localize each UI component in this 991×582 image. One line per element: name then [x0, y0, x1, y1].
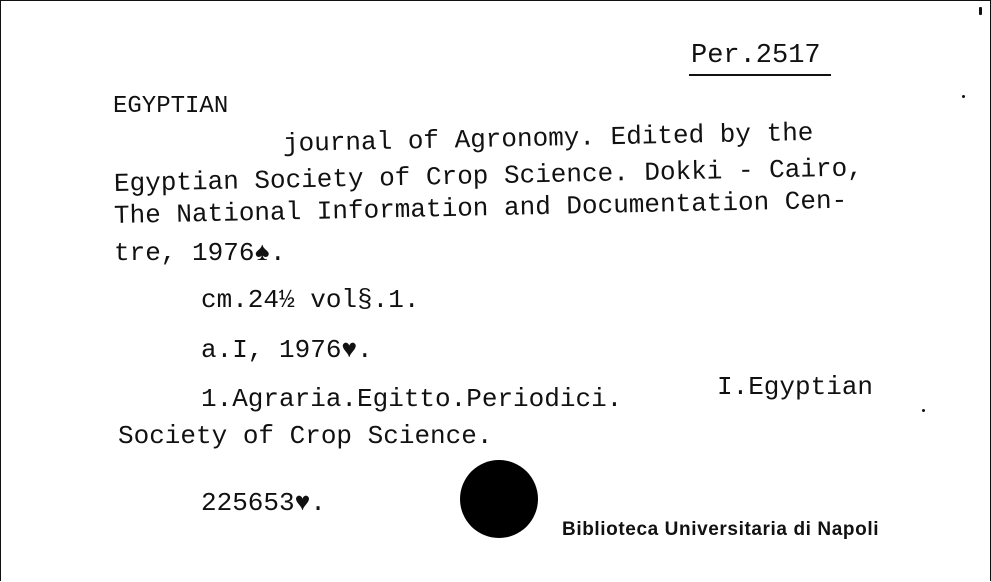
- speck-mark: [922, 409, 925, 412]
- subjects-line-1: 1.Agraria.Egitto.Periodici.: [201, 384, 623, 414]
- description-line-2: Egyptian Society of Crop Science. Dokki - Cairo,: [113, 153, 864, 199]
- speck-mark: [962, 95, 965, 98]
- accession-number: 225653♥.: [201, 488, 326, 518]
- holdings-line: a.I, 1976♥.: [201, 335, 373, 365]
- punch-hole: [460, 460, 538, 538]
- speck-mark: [979, 7, 982, 15]
- call-number: Per.2517: [691, 41, 821, 71]
- format-line: cm.24½ vol§.1.: [201, 285, 420, 315]
- description-line-1: journal of Agronomy. Edited by the: [282, 117, 814, 159]
- library-stamp: Biblioteca Universitaria di Napoli: [562, 519, 880, 540]
- card-heading: EGYPTIAN: [113, 93, 229, 120]
- call-number-underline: [689, 74, 831, 76]
- subjects-line-2: Society of Crop Science.: [118, 421, 493, 451]
- subjects-entry: I.Egyptian: [717, 372, 874, 402]
- description-line-4: tre, 1976♠.: [114, 238, 286, 268]
- description-line-3: The National Information and Documentation Cen-: [113, 185, 848, 231]
